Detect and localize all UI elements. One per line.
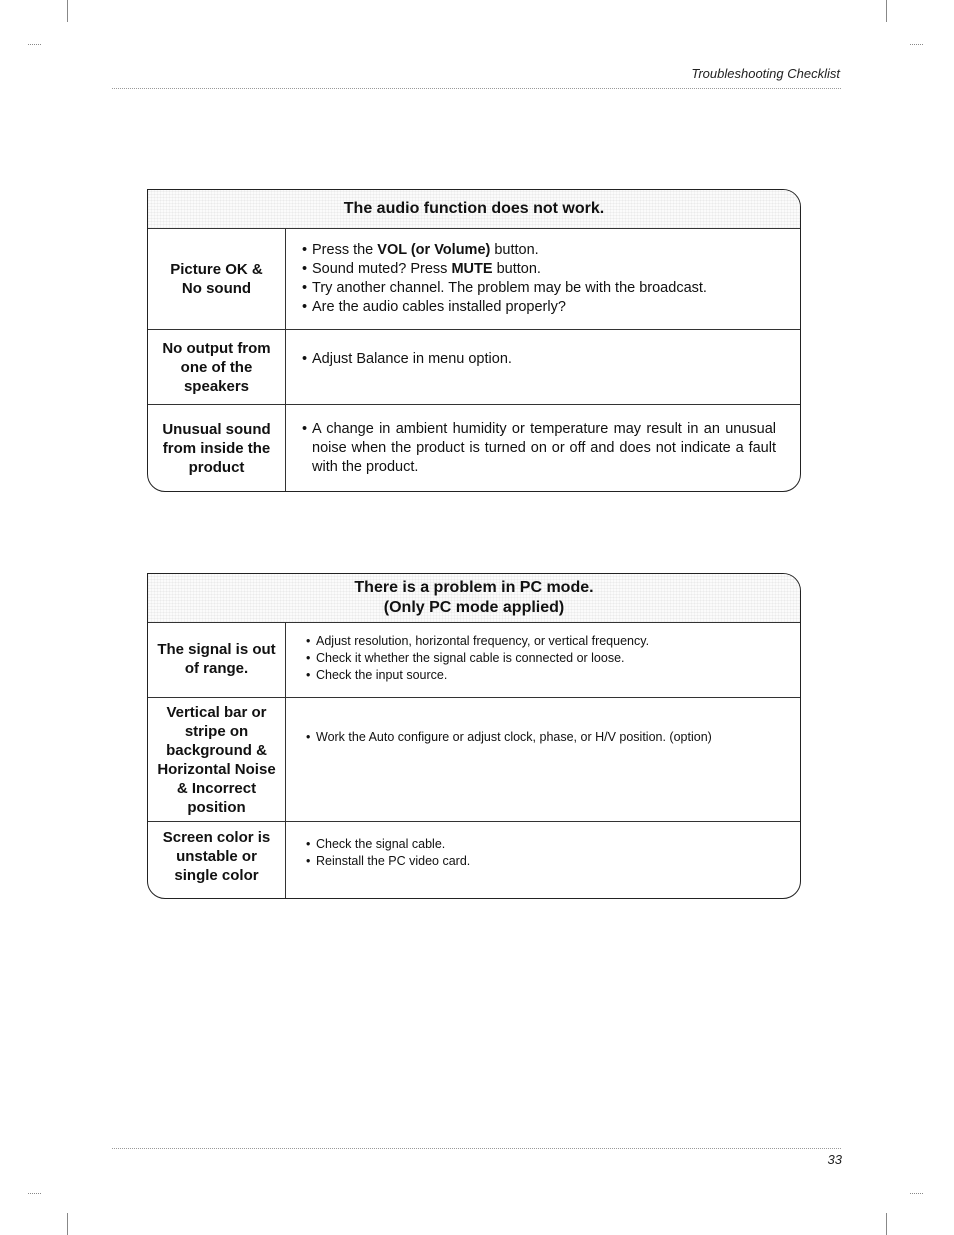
symptom-label: Unusual sound from inside the product	[148, 405, 286, 491]
list-item: • Press the VOL (or Volume) button.	[302, 241, 776, 260]
list-item: • Adjust Balance in menu option.	[302, 350, 776, 369]
pc-panel-subtitle: (Only PC mode applied)	[383, 599, 565, 616]
table-row	[148, 330, 800, 405]
page-number: 33	[827, 1152, 842, 1167]
remedy-list	[286, 229, 800, 329]
crop-mark	[67, 1213, 68, 1235]
table-row	[148, 405, 800, 491]
running-header: Troubleshooting Checklist	[691, 66, 840, 81]
crop-mark	[886, 1213, 887, 1235]
crop-mark	[910, 44, 924, 45]
crop-mark	[28, 44, 42, 45]
symptom-label: Picture OK & No sound	[148, 229, 286, 329]
panel-title	[148, 190, 800, 229]
panel-title	[148, 574, 800, 623]
audio-troubleshooting-panel	[147, 189, 801, 492]
table-row	[148, 623, 800, 698]
pc-mode-troubleshooting-panel	[147, 573, 801, 899]
remedy-list	[286, 405, 800, 491]
crop-mark	[886, 0, 887, 22]
list-item: • Try another channel. The problem may be with the broadcast.	[302, 279, 776, 298]
remedy-list	[286, 822, 800, 898]
table-row	[148, 698, 800, 822]
list-item: • Adjust resolution, horizontal frequency, or vertical frequency.	[306, 633, 776, 650]
footer-rule	[112, 1148, 842, 1149]
list-item: • Check it whether the signal cable is connected or loose.	[306, 650, 776, 667]
list-item: • Sound muted? Press MUTE button.	[302, 260, 776, 279]
header-rule	[112, 88, 842, 89]
list-item: • Check the input source.	[306, 667, 776, 684]
pc-panel-title: There is a problem in PC mode.	[354, 579, 594, 596]
audio-panel-title: The audio function does not work.	[343, 200, 605, 217]
list-item: • Work the Auto configure or adjust clock, phase, or H/V position. (option)	[306, 729, 776, 746]
symptom-label: Screen color is unstable or single color	[148, 822, 286, 898]
list-item: • Are the audio cables installed properly?	[302, 298, 776, 317]
list-item: • A change in ambient humidity or temperature may result in an unusual noise when the product is turned on or off and does not indicate a fault with the product.	[302, 420, 776, 477]
remedy-list	[286, 330, 800, 404]
list-item: • Reinstall the PC video card.	[306, 853, 776, 870]
list-item: • Check the signal cable.	[306, 836, 776, 853]
crop-mark	[28, 1193, 42, 1194]
remedy-list	[286, 623, 800, 697]
symptom-label: Vertical bar or stripe on background & Horizontal Noise & Incorrect position	[148, 698, 286, 821]
symptom-label: No output from one of the speakers	[148, 330, 286, 404]
table-row	[148, 229, 800, 330]
table-row	[148, 822, 800, 898]
crop-mark	[67, 0, 68, 22]
symptom-label: The signal is out of range.	[148, 623, 286, 697]
crop-mark	[910, 1193, 924, 1194]
remedy-list	[286, 698, 800, 821]
